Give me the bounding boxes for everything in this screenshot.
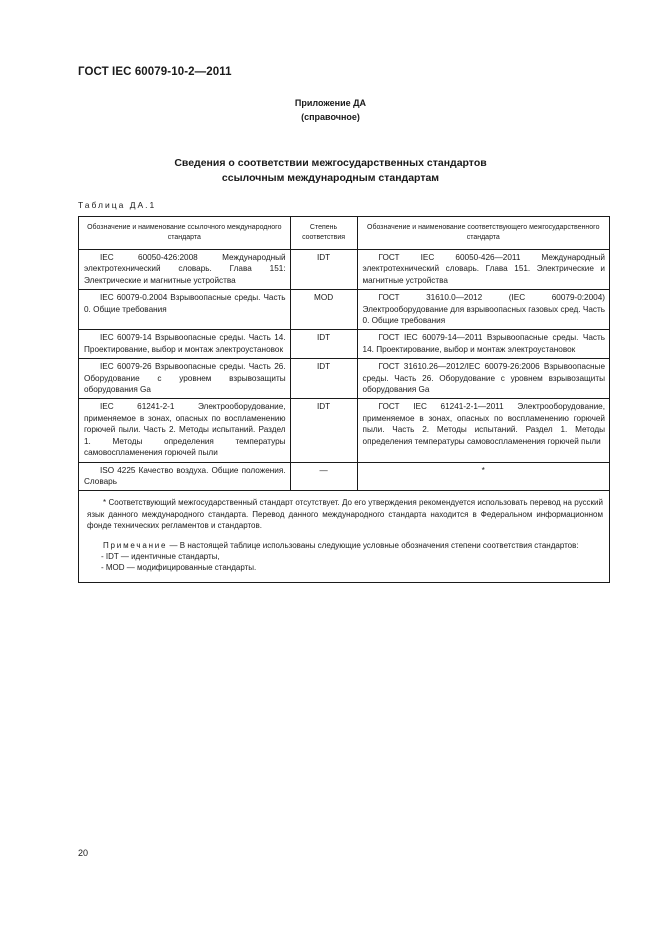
national-standard-cell: *	[357, 462, 609, 491]
page-number: 20	[78, 848, 89, 858]
table-row	[79, 330, 610, 359]
national-standard-cell: ГОСТ IEC 60079-14—2011 Взрывоопасные среды. Часть 14. Проектирование, выбор и монтаж электроустановок	[357, 330, 609, 359]
table-header-row	[79, 217, 610, 250]
note-text: — В настоящей таблице использованы следующие условные обозначения степени соответствия стандартов:	[169, 540, 579, 550]
degree-cell: IDT	[290, 330, 357, 359]
note-item: - MOD — модифицированные стандарты.	[101, 563, 257, 573]
table-row	[79, 359, 610, 399]
national-standard-cell: ГОСТ 31610.26—2012/IEC 60079-26:2006 Взрывоопасные среды. Часть 26. Оборудование с уровнем взрывозащиты оборудования Ga	[357, 359, 609, 399]
footnote: * Соответствующий межгосударственный стандарт отсутствует. До его утверждения рекомендуется использовать перевод на русский язык данного международного стандарта. Перевод данного международного стандарта находится в Федеральном информационном фонде технических регламентов и стандартов.	[87, 498, 603, 530]
national-standard-cell: ГОСТ IEC 60050-426—2011 Международный электротехнический словарь. Глава 151. Электрические и магнитные устройства	[357, 250, 609, 290]
correspondence-table	[78, 216, 610, 583]
column-header-degree: Степень соответствия	[290, 217, 357, 250]
intl-standard-cell: IEC 60050-426:2008 Международный электротехнический словарь. Глава 151: Электрические и магнитные устройства	[79, 250, 291, 290]
degree-cell: —	[290, 462, 357, 491]
degree-cell: IDT	[290, 399, 357, 462]
intl-standard-cell: IEC 60079-0.2004 Взрывоопасные среды. Часть 0. Общие требования	[79, 290, 291, 330]
document-code-header: ГОСТ IEC 60079-10-2—2011	[78, 66, 232, 78]
national-standard-cell: ГОСТ IEC 61241-2-1—2011 Электрооборудование, применяемое в зонах, опасных по воспламенению горючей пыли. Часть 2. Методы испытаний. Раздел 1. Методы определения температуры самовоспламенения горючей пыли	[357, 399, 609, 462]
intl-standard-cell: IEC 61241-2-1 Электрооборудование, применяемое в зонах, опасных по воспламенению горючей пыли. Часть 2. Методы испытаний. Раздел 1. Методы определения температуры самовоспламенения горючей пыли	[79, 399, 291, 462]
national-standard-cell: ГОСТ 31610.0—2012 (IEC 60079-0:2004) Электрооборудование для взрывоопасных газовых сред. Часть 0. Общие требования	[357, 290, 609, 330]
section-title-line2: ссылочным международным стандартам	[221, 172, 440, 184]
section-title-line1: Сведения о соответствии межгосударственных стандартов	[174, 157, 487, 169]
intl-standard-cell: IEC 60079-14 Взрывоопасные среды. Часть 14. Проектирование, выбор и монтаж электроустановок	[79, 330, 291, 359]
table-row	[79, 462, 610, 491]
intl-standard-cell: ISO 4225 Качество воздуха. Общие положения. Словарь	[79, 462, 291, 491]
table-label: Таблица ДА.1	[78, 200, 157, 210]
intl-standard-cell: IEC 60079-26 Взрывоопасные среды. Часть 26. Оборудование с уровнем взрывозащиты оборудования Ga	[79, 359, 291, 399]
degree-cell: MOD	[290, 290, 357, 330]
degree-cell: IDT	[290, 250, 357, 290]
table-row	[79, 250, 610, 290]
annex-heading	[0, 96, 661, 124]
annex-title: Приложение ДА	[294, 98, 367, 108]
annex-subtitle: (справочное)	[301, 112, 360, 122]
column-header-intl: Обозначение и наименование ссылочного международного стандарта	[79, 217, 291, 250]
table-row	[79, 290, 610, 330]
section-title	[0, 156, 661, 186]
table-notes	[79, 491, 610, 582]
note-label: Примечание	[103, 540, 168, 550]
column-header-national: Обозначение и наименование соответствующего межгосударственного стандарта	[357, 217, 609, 250]
note-item: - IDT — идентичные стандарты,	[101, 552, 220, 562]
note	[87, 540, 603, 551]
table-row	[79, 399, 610, 462]
degree-cell: IDT	[290, 359, 357, 399]
table-notes-row	[79, 491, 610, 582]
